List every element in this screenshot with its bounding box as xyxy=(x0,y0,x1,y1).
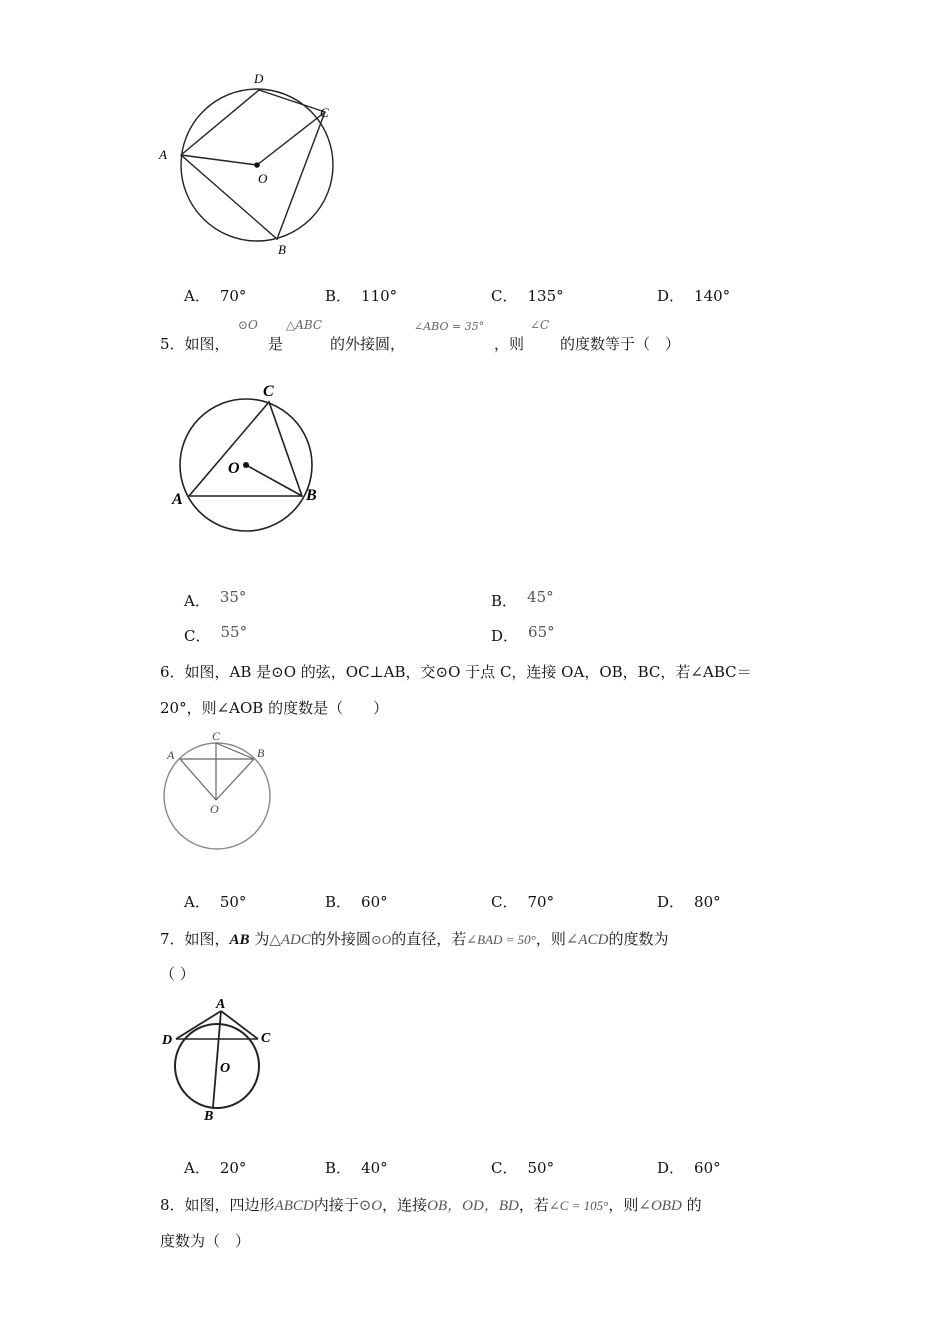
segment-ob xyxy=(246,465,302,496)
label-c: C xyxy=(320,105,329,120)
q4-option-b[interactable]: B． 110° xyxy=(325,287,398,305)
label-a: A xyxy=(216,997,226,1012)
segment-bc xyxy=(216,743,254,759)
q5-math-angle-c: ∠C xyxy=(530,318,550,332)
q4-option-a[interactable]: A． 70° xyxy=(184,287,247,305)
q6-stem-line2: 20°，则∠AOB 的度数是（ ） xyxy=(160,699,389,717)
figure-q7 xyxy=(158,993,283,1128)
label-a: A xyxy=(159,147,167,162)
q7-option-d[interactable]: D． 60° xyxy=(657,1159,721,1177)
q5-option-a[interactable]: A． 35° xyxy=(184,588,247,610)
q6-option-b[interactable]: B． 60° xyxy=(325,893,388,911)
figure-q5 xyxy=(165,378,340,538)
label-d: D xyxy=(254,71,264,86)
center-dot xyxy=(254,162,260,168)
q6-stem-line1: 6．如图，AB 是⊙O 的弦，OC⊥AB，交⊙O 于点 C，连接 OA，OB，BC，若∠ABC＝ xyxy=(160,663,752,681)
q5-math-angle-abo: ∠ABO = 35° xyxy=(414,320,485,333)
label-a: A xyxy=(167,748,175,762)
label-c: C xyxy=(261,1031,271,1046)
label-c: C xyxy=(212,729,221,743)
triangle-abc xyxy=(189,402,302,496)
label-o: O xyxy=(228,460,240,477)
label-b: B xyxy=(306,487,317,504)
q7-option-a[interactable]: A． 20° xyxy=(184,1159,247,1177)
q5-math-triangle-abc: △ABC xyxy=(286,318,323,332)
q5-math-circle-o: ⊙O xyxy=(238,318,258,332)
q7-stem-line2: （ ） xyxy=(160,965,195,983)
segment-ao xyxy=(181,155,257,165)
segment-ob xyxy=(216,759,254,800)
q6-option-a[interactable]: A． 50° xyxy=(184,893,247,911)
q7-stem-line1: 7．如图，AB 为△ADC的外接圆⊙O的直径，若∠BAD = 50°，则∠ACD的度数为 xyxy=(160,930,669,948)
label-c: C xyxy=(263,383,274,400)
q8-stem-line2: 度数为（ ） xyxy=(160,1232,251,1250)
q4-option-c[interactable]: C． 135° xyxy=(491,287,564,305)
q7-option-c[interactable]: C． 50° xyxy=(491,1159,555,1177)
q5-stem: 5．如图， xyxy=(160,335,230,353)
label-d: D xyxy=(162,1033,173,1048)
segment-oa xyxy=(180,759,216,800)
center-dot xyxy=(243,462,249,468)
q5-text-shi: 是 xyxy=(268,335,284,353)
label-o: O xyxy=(220,1061,231,1076)
q4-option-d[interactable]: D． 140° xyxy=(657,287,731,305)
label-b: B xyxy=(204,1109,214,1124)
figure-q6 xyxy=(155,727,280,855)
label-b: B xyxy=(257,746,265,760)
q5-option-d[interactable]: D． 65° xyxy=(491,623,555,645)
label-o: O xyxy=(258,171,268,186)
q5-option-b[interactable]: B． 45° xyxy=(491,588,554,610)
q5-text-ze: ，则 xyxy=(494,335,525,353)
label-o: O xyxy=(210,802,219,816)
q8-stem-line1: 8．如图，四边形ABCD内接于⊙O，连接OB，OD，BD，若∠C = 105°，则∠OBD 的 xyxy=(160,1196,702,1214)
q5-text-circumcircle: 的外接圆， xyxy=(330,335,406,353)
figure-q4 xyxy=(150,65,350,260)
q6-option-d[interactable]: D． 80° xyxy=(657,893,721,911)
label-a: A xyxy=(172,491,183,508)
diameter-ab xyxy=(213,1011,221,1107)
label-b: B xyxy=(278,242,286,257)
q7-option-b[interactable]: B． 40° xyxy=(325,1159,388,1177)
q6-option-c[interactable]: C． 70° xyxy=(491,893,555,911)
q5-text-degree: 的度数等于（ ） xyxy=(560,335,681,353)
q5-option-c[interactable]: C． 55° xyxy=(184,623,248,645)
